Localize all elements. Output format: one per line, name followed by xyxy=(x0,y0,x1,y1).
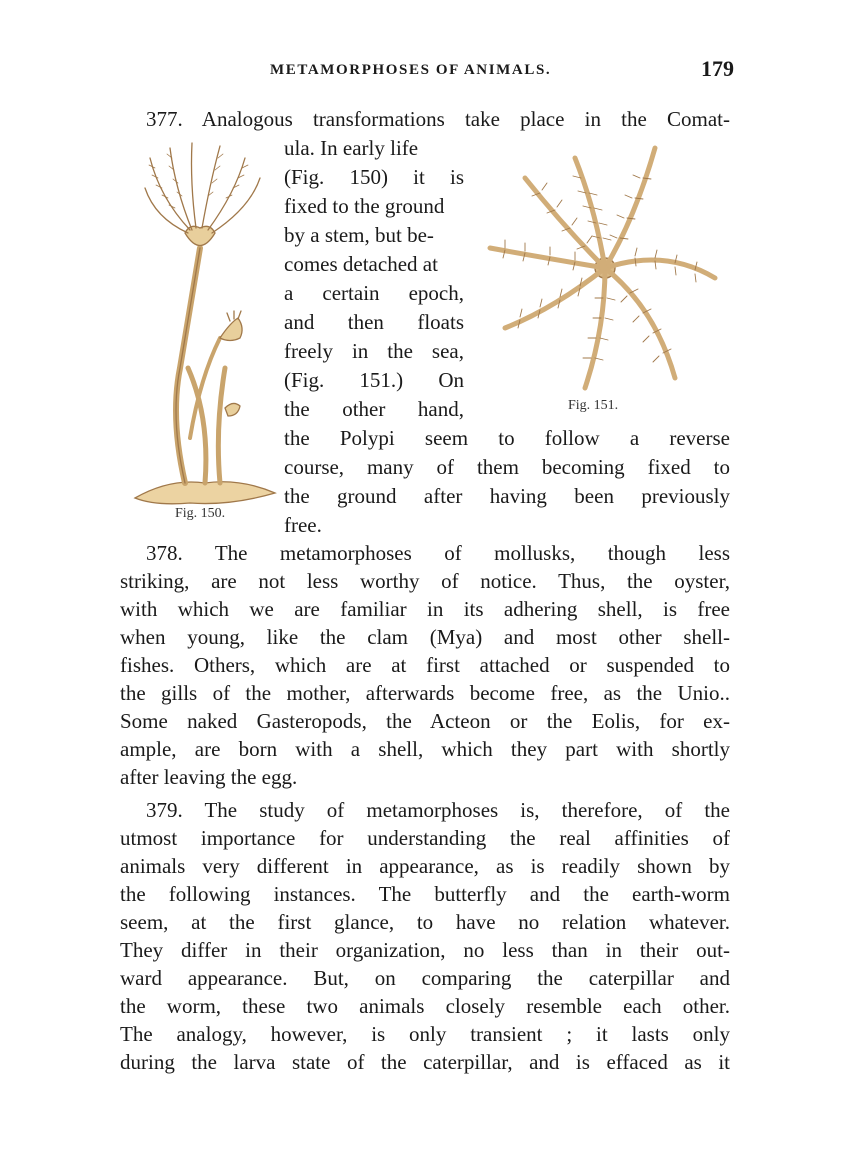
text-line: the gills of the mother, afterwards become free, as the Unio.. xyxy=(120,681,730,705)
text-line: the following instances. The butterfly and the earth-worm xyxy=(120,882,730,906)
text-line: during the larva state of the caterpillar, and is effaced as it xyxy=(120,1050,730,1074)
text-line: free. xyxy=(284,513,322,537)
text-line: 377. Analogous transformations take place in the Comat- xyxy=(146,107,730,131)
text-line: (Fig. 150) it is xyxy=(284,165,464,189)
text-line: the other hand, xyxy=(284,397,464,421)
text-line: utmost importance for understanding the real affinities of xyxy=(120,826,730,850)
text-line: They differ in their organization, no less than in their out- xyxy=(120,938,730,962)
text-line: ample, are born with a shell, which they part with shortly xyxy=(120,737,730,761)
text-line: with which we are familiar in its adhering shell, is free xyxy=(120,597,730,621)
text-line: (Fig. 151.) On xyxy=(284,368,464,392)
figure-150-caption: Fig. 150. xyxy=(175,506,226,521)
figure-151-caption: Fig. 151. xyxy=(568,398,619,413)
text-line: fishes. Others, which are at first attached or suspended to xyxy=(120,653,730,677)
text-line: ula. In early life xyxy=(284,136,419,160)
text-line: the Polypi seem to follow a reverse xyxy=(284,426,730,450)
text-line: striking, are not less worthy of notice. Thus, the oyster, xyxy=(120,569,730,593)
text-line: seem, at the first glance, to have no relation whatever. xyxy=(120,910,730,934)
page-number: 179 xyxy=(701,56,734,81)
text-line: Some naked Gasteropods, the Acteon or the Eolis, for ex- xyxy=(120,709,730,733)
text-line: and then floats xyxy=(284,310,464,334)
figure-151-comatula xyxy=(480,138,730,398)
running-title: METAMORPHOSES OF ANIMALS. xyxy=(270,62,552,78)
text-line: fixed to the ground xyxy=(284,194,445,218)
text-line: the ground after having been previously xyxy=(284,484,730,508)
text-line: after leaving the egg. xyxy=(120,765,298,789)
text-line: course, many of them becoming fixed to xyxy=(284,455,730,479)
text-line: freely in the sea, xyxy=(284,339,464,363)
text-line: a certain epoch, xyxy=(284,281,464,305)
page-header xyxy=(122,58,734,88)
text-line: 379. The study of metamorphoses is, therefore, of the xyxy=(146,798,730,822)
text-line: the worm, these two animals closely resemble each other. xyxy=(120,994,730,1018)
text-line: 378. The metamorphoses of mollusks, though less xyxy=(146,541,730,565)
text-line: The analogy, however, is only transient ; it lasts only xyxy=(120,1022,730,1046)
figure-150-stalked-crinoid xyxy=(130,138,280,518)
text-line: comes detached at xyxy=(284,252,438,276)
text-line: by a stem, but be- xyxy=(284,223,434,247)
text-line: animals very different in appearance, as is readily shown by xyxy=(120,854,730,878)
text-line: when young, like the clam (Mya) and most other shell- xyxy=(120,625,730,649)
text-line: ward appearance. But, on comparing the caterpillar and xyxy=(120,966,730,990)
